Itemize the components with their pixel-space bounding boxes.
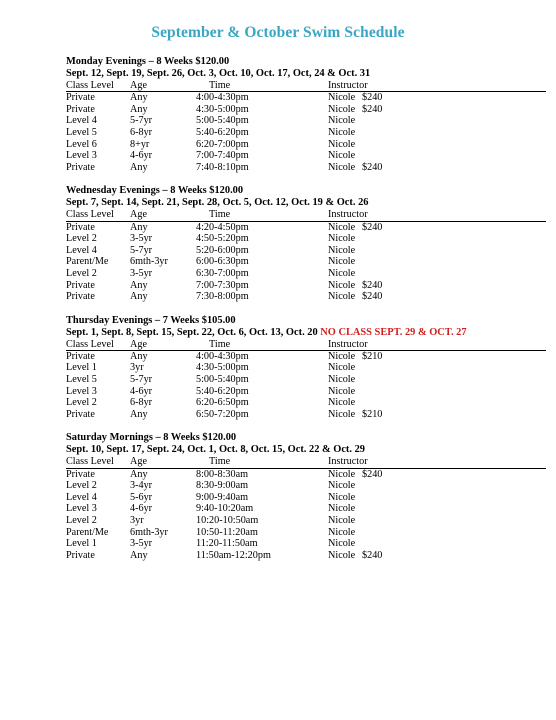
cell-price: $240 (362, 279, 383, 291)
cell-time: 4:50-5:20pm (196, 233, 249, 245)
cell-age: 6-8yr (130, 397, 153, 409)
dates-text: Sept. 7, Sept. 14, Sept. 21, Sept. 28, Oct. 5, Oct. 12, Oct. 19 & Oct. 26 (66, 197, 369, 209)
dates-text: Sept. 1, Sept. 8, Sept. 15, Sept. 22, Oct. 6, Oct. 13, Oct. 20 (66, 326, 318, 338)
table-row (66, 374, 546, 386)
cell-instructor: Nicole (328, 350, 356, 362)
table-row (66, 256, 546, 268)
table-header (66, 339, 546, 351)
cell-instructor: Nicole (328, 291, 356, 303)
header-age: Age (130, 209, 147, 221)
cell-time: 6:50-7:20pm (196, 408, 249, 420)
dates-text: Sept. 12, Sept. 19, Sept. 26, Oct. 3, Oct. 10, Oct. 17, Oct, 24 & Oct. 31 (66, 68, 371, 79)
schedule-section (66, 56, 546, 173)
cell-class-level: Private (66, 161, 95, 173)
table-row (66, 503, 546, 515)
table-row (66, 162, 546, 174)
cell-time: 4:20-4:50pm (196, 221, 249, 233)
cell-instructor: Nicole (328, 397, 356, 409)
table-row (66, 492, 546, 504)
cell-class-level: Level 5 (66, 374, 97, 386)
table-header (66, 209, 546, 221)
header-instructor: Instructor (328, 338, 368, 350)
cell-instructor: Nicole (328, 468, 356, 480)
cell-class-level: Parent/Me (66, 256, 109, 268)
cell-class-level: Level 4 (66, 491, 97, 503)
cell-age: 5-7yr (130, 115, 153, 127)
cell-instructor: Nicole (328, 150, 356, 162)
table-row (66, 515, 546, 527)
table-row (66, 233, 546, 245)
cell-time: 9:00-9:40am (196, 491, 249, 503)
cell-time: 7:30-8:00pm (196, 291, 249, 303)
table-row (66, 550, 546, 562)
table-row (66, 280, 546, 292)
table-row (66, 291, 546, 303)
cell-time: 4:30-5:00pm (196, 103, 249, 115)
cell-instructor: Nicole (328, 549, 356, 561)
cell-instructor: Nicole (328, 221, 356, 233)
cell-age: Any (130, 468, 148, 480)
cell-time: 6:20-7:00pm (196, 138, 249, 150)
cell-price: $240 (362, 92, 383, 104)
cell-class-level: Level 3 (66, 503, 97, 515)
cell-age: 6mth-3yr (130, 526, 168, 538)
cell-class-level: Private (66, 468, 95, 480)
cell-instructor: Nicole (328, 279, 356, 291)
cell-instructor: Nicole (328, 408, 356, 420)
cell-time: 5:00-5:40pm (196, 115, 249, 127)
section-dates (66, 68, 546, 80)
cell-instructor: Nicole (328, 126, 356, 138)
cell-class-level: Parent/Me (66, 526, 109, 538)
no-class-note: NO CLASS SEPT. 29 & OCT. 27 (320, 326, 467, 338)
header-class-level: Class Level (66, 456, 114, 468)
cell-age: Any (130, 92, 148, 104)
cell-age: 4-6yr (130, 150, 153, 162)
cell-price: $210 (362, 350, 383, 362)
cell-class-level: Level 4 (66, 115, 97, 127)
cell-instructor: Nicole (328, 515, 356, 526)
cell-price: $210 (362, 408, 383, 420)
cell-class-level: Level 6 (66, 138, 97, 150)
cell-time: 11:50am-12:20pm (196, 549, 271, 561)
cell-age: 3-4yr (130, 480, 153, 492)
cell-age: 3-5yr (130, 538, 153, 550)
table-row (66, 245, 546, 257)
table-header (66, 80, 546, 92)
cell-instructor: Nicole (328, 92, 356, 104)
cell-class-level: Private (66, 291, 95, 303)
cell-time: 4:00-4:30pm (196, 350, 249, 362)
table-header (66, 456, 546, 468)
cell-age: 6-8yr (130, 126, 153, 138)
cell-class-level: Level 2 (66, 480, 97, 492)
cell-time: 8:30-9:00am (196, 480, 249, 492)
cell-time: 7:00-7:40pm (196, 150, 249, 162)
cell-time: 5:00-5:40pm (196, 374, 249, 386)
section-dates (66, 327, 546, 339)
cell-instructor: Nicole (328, 503, 356, 515)
cell-price: $240 (362, 103, 383, 115)
header-age: Age (130, 456, 147, 468)
cell-instructor: Nicole (328, 103, 356, 115)
table-row (66, 139, 546, 151)
schedule-section (66, 185, 546, 302)
table-row (66, 127, 546, 139)
schedule-section (66, 432, 546, 561)
cell-time: 10:20-10:50am (196, 515, 259, 526)
cell-age: Any (130, 161, 148, 173)
cell-class-level: Level 1 (66, 362, 97, 374)
table-row (66, 409, 546, 421)
header-age: Age (130, 338, 147, 350)
cell-age: Any (130, 408, 148, 420)
cell-time: 7:40-8:10pm (196, 161, 249, 173)
cell-age: Any (130, 279, 148, 291)
header-time: Time (209, 209, 231, 221)
cell-instructor: Nicole (328, 256, 356, 268)
cell-time: 4:00-4:30pm (196, 92, 249, 104)
cell-age: 4-6yr (130, 503, 153, 515)
cell-class-level: Private (66, 350, 95, 362)
table-row (66, 480, 546, 492)
cell-class-level: Private (66, 103, 95, 115)
cell-instructor: Nicole (328, 374, 356, 386)
cell-time: 10:50-11:20am (196, 526, 258, 538)
cell-age: 5-7yr (130, 244, 153, 256)
table-row (66, 268, 546, 280)
cell-class-level: Level 3 (66, 150, 97, 162)
table-row (66, 104, 546, 116)
header-instructor: Instructor (328, 209, 368, 221)
cell-class-level: Private (66, 279, 95, 291)
header-time: Time (209, 80, 231, 91)
header-time: Time (209, 338, 231, 350)
cell-time: 6:30-7:00pm (196, 267, 249, 279)
cell-time: 9:40-10:20am (196, 503, 254, 515)
cell-time: 11:20-11:50am (196, 538, 258, 550)
cell-age: Any (130, 291, 148, 303)
section-dates (66, 444, 546, 456)
cell-class-level: Level 4 (66, 244, 97, 256)
cell-time: 4:30-5:00pm (196, 362, 249, 374)
table-row (66, 527, 546, 539)
table-row (66, 386, 546, 398)
cell-instructor: Nicole (328, 161, 356, 173)
cell-instructor: Nicole (328, 385, 356, 397)
cell-time: 5:20-6:00pm (196, 244, 249, 256)
cell-age: Any (130, 350, 148, 362)
cell-instructor: Nicole (328, 480, 356, 492)
cell-instructor: Nicole (328, 362, 356, 374)
section-heading: Thursday Evenings – 7 Weeks $105.00 (66, 314, 236, 326)
cell-time: 5:40-6:20pm (196, 385, 249, 397)
cell-class-level: Level 3 (66, 385, 97, 397)
cell-instructor: Nicole (328, 115, 356, 127)
cell-price: $240 (362, 468, 383, 480)
cell-age: 3-5yr (130, 267, 153, 279)
cell-age: 3yr (130, 515, 144, 526)
cell-price: $240 (362, 291, 383, 303)
header-instructor: Instructor (328, 80, 368, 91)
table-row (66, 362, 546, 374)
cell-instructor: Nicole (328, 538, 356, 550)
table-row (66, 222, 546, 234)
cell-age: 4-6yr (130, 385, 153, 397)
cell-time: 8:00-8:30am (196, 468, 249, 480)
header-age: Age (130, 80, 147, 91)
cell-time: 6:00-6:30pm (196, 256, 249, 268)
schedule-section (66, 315, 546, 421)
table-row (66, 538, 546, 550)
cell-class-level: Level 2 (66, 267, 97, 279)
header-instructor: Instructor (328, 456, 368, 468)
cell-age: 3yr (130, 362, 144, 374)
section-heading: Monday Evenings – 8 Weeks $120.00 (66, 56, 230, 67)
cell-class-level: Level 2 (66, 515, 97, 526)
table-row (66, 397, 546, 409)
dates-text: Sept. 10, Sept. 17, Sept. 24, Oct. 1, Oct. 8, Oct. 15, Oct. 22 & Oct. 29 (66, 444, 365, 456)
cell-price: $240 (362, 161, 383, 173)
header-time: Time (209, 456, 231, 468)
table-row (66, 92, 546, 104)
cell-age: 5-7yr (130, 374, 153, 386)
cell-instructor: Nicole (328, 491, 356, 503)
cell-instructor: Nicole (328, 267, 356, 279)
section-heading: Wednesday Evenings – 8 Weeks $120.00 (66, 185, 244, 197)
cell-class-level: Private (66, 221, 95, 233)
cell-class-level: Private (66, 408, 95, 420)
section-dates (66, 197, 546, 209)
schedule-content (66, 56, 546, 573)
cell-class-level: Level 1 (66, 538, 97, 550)
cell-age: Any (130, 221, 148, 233)
cell-price: $240 (362, 221, 383, 233)
table-row (66, 150, 546, 162)
cell-class-level: Level 2 (66, 397, 97, 409)
cell-class-level: Private (66, 92, 95, 104)
cell-class-level: Level 2 (66, 233, 97, 245)
cell-age: 5-6yr (130, 491, 153, 503)
cell-class-level: Private (66, 549, 95, 561)
table-row (66, 469, 546, 481)
table-row (66, 115, 546, 127)
cell-class-level: Level 5 (66, 126, 97, 138)
cell-price: $240 (362, 549, 383, 561)
cell-age: Any (130, 103, 148, 115)
header-class-level: Class Level (66, 209, 114, 221)
cell-time: 7:00-7:30pm (196, 279, 249, 291)
cell-instructor: Nicole (328, 244, 356, 256)
cell-time: 5:40-6:20pm (196, 126, 249, 138)
header-class-level: Class Level (66, 80, 114, 91)
section-heading: Saturday Mornings – 8 Weeks $120.00 (66, 432, 237, 444)
cell-age: 8+yr (130, 138, 150, 150)
cell-instructor: Nicole (328, 526, 356, 538)
cell-time: 6:20-6:50pm (196, 397, 249, 409)
cell-age: 6mth-3yr (130, 256, 168, 268)
cell-age: 3-5yr (130, 233, 153, 245)
cell-age: Any (130, 549, 148, 561)
cell-instructor: Nicole (328, 233, 356, 245)
header-class-level: Class Level (66, 338, 114, 350)
page-title: September & October Swim Schedule (151, 24, 405, 41)
cell-instructor: Nicole (328, 138, 356, 150)
table-row (66, 351, 546, 363)
